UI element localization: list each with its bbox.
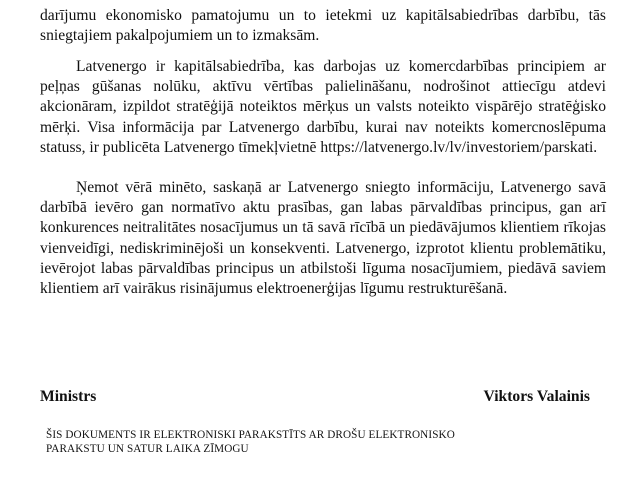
- e-signature-notice: ŠIS DOKUMENTS IR ELEKTRONISKI PARAKSTĪTS AR DROŠU ELEKTRONISKO PARAKSTU UN SATUR LAIKA ZĪMOGU: [46, 429, 455, 455]
- paragraph-1: darījumu ekonomisko pamatojumu un to ietekmi uz kapitālsabiedrības darbību, tās sniegtajiem pakalpojumiem un to izmaksām.: [40, 7, 606, 45]
- paragraph-3: Ņemot vērā minēto, saskaņā ar Latvenergo sniegto informāciju, Latvenergo savā darbībā ievēro gan normatīvo aktu prasības, gan labas pārvaldības principus, gan arī konkurences neitralitātes nosacījumus un tā savā rīcībā un piedāvājumos klientiem rīkojas vienveidīgi, nediskriminējoši un konsekventi. Latvenergo, izprotot klientu problemātiku, ievērojot labas pārvaldības principus un atbilstoši līguma nosacījumiem, piedāvā saviem klientiem arī vairākus risinājumus elektroenerģijas līgumu restrukturēšanā.: [40, 179, 606, 298]
- signatory-name: Viktors Valainis: [483, 388, 590, 405]
- signatory-title: Ministrs: [40, 388, 97, 405]
- paragraph-2: Latvenergo ir kapitālsabiedrība, kas darbojas uz komercdarbības principiem ar peļņas gūšanas nolūku, aktīvu vērtības palielināšanu, nodrošinot attiecīgu atdevi akcionāram, izpildot stratēģijā noteiktos mērķus un valsts noteikto vispārējo stratēģisko mērķi. Visa informācija par Latvenergo darbību, kurai nav noteikts komercnoslēpuma statuss, ir publicēta Latvenergo tīmekļvietnē https://latvenergo.lv/lv/investoriem/parskati.: [40, 58, 606, 156]
